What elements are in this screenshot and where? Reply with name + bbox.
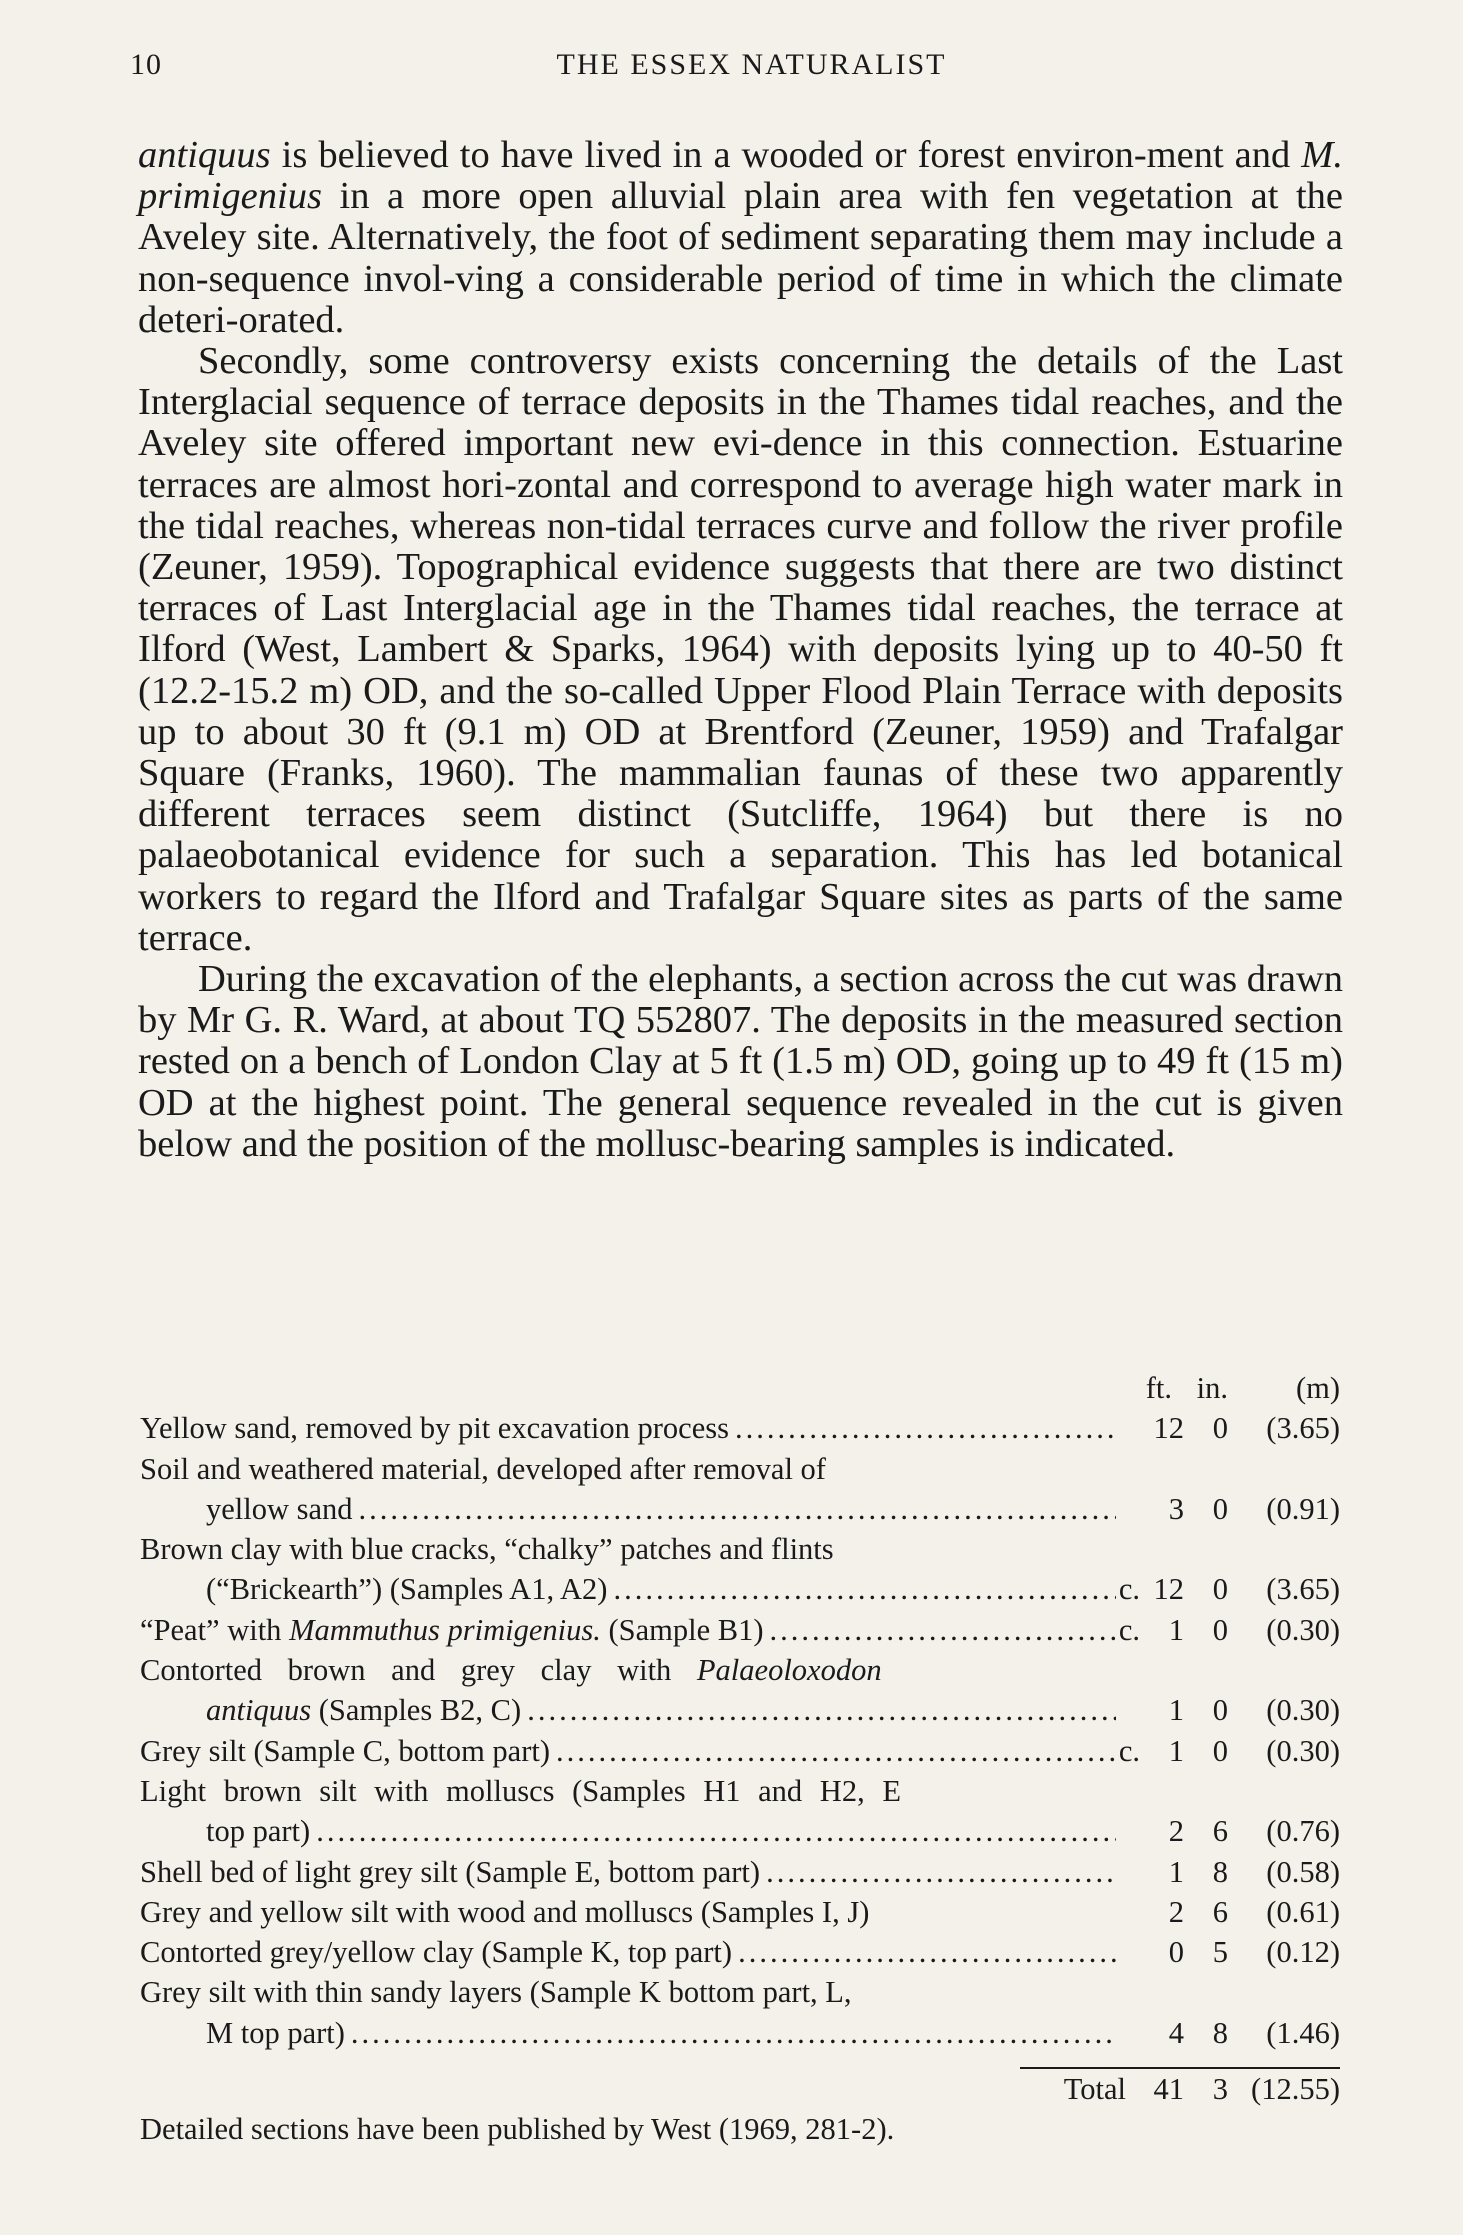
row-description: Grey and yellow silt with wood and molluscs (Samples I, J) (140, 1894, 870, 1929)
row-circa: c. (1118, 1733, 1140, 1768)
row-description: top part) (206, 1814, 311, 1849)
table-row (140, 1731, 1340, 1771)
section-table (140, 1368, 1340, 2150)
paragraph-2: Secondly, some controversy exists concerning the details of the Last Interglacial sequence of terrace deposits in the Thames tidal reaches, and the Aveley site offered important new evi-dence in this connection. Estuarine terraces are almost hori-zontal and correspond to average high water mark in the tidal reaches, whereas non-tidal terraces curve and follow the river profile (Zeuner, 1959). Topographical evidence suggests that there are two distinct terraces of Last Interglacial age in the Thames tidal reaches, the terrace at Ilford (West, Lambert & Sparks, 1964) with deposits lying up to 40-50 ft (12.2-15.2 m) OD, and the so-called Upper Flood Plain Terrace with deposits up to about 30 ft (9.1 m) OD at Brentford (Zeuner, 1959) and Trafalgar Square (Franks, 1960). The mammalian faunas of these two apparently different terraces seem distinct (Sutcliffe, 1964) but there is no palaeobotanical evidence for such a separation. This has led botanical workers to regard the Ilford and Trafalgar Square sites as parts of the same terrace. (138, 340, 1343, 959)
total-m: (12.55) (1251, 2072, 1340, 2107)
italic-term: M. primigenius (138, 134, 1343, 218)
italic-term: antiquus (206, 1693, 312, 1728)
total-label: Total (1063, 2072, 1126, 2107)
row-m: (1.46) (1266, 2015, 1340, 2050)
table-row (140, 1932, 1340, 1972)
row-in: 6 (1212, 1814, 1228, 1849)
row-ft: 1 (1168, 1612, 1184, 1647)
table-row (140, 1892, 1340, 1932)
row-in: 0 (1212, 1612, 1228, 1647)
row-description: Grey silt with thin sandy layers (Sample K bottom part, L, (140, 1975, 852, 2010)
row-ft: 1 (1168, 1693, 1184, 1728)
body-text (138, 135, 1343, 1165)
total-ft: 41 (1153, 2072, 1184, 2107)
table-row-cont (140, 1489, 1340, 1529)
table-row (140, 1771, 1340, 1811)
row-in: 8 (1212, 2015, 1228, 2050)
row-in: 6 (1212, 1894, 1228, 1929)
italic-term: antiquus (138, 134, 271, 176)
row-ft: 2 (1168, 1894, 1184, 1929)
row-description: (“Brickearth”) (Samples A1, A2) (206, 1572, 608, 1607)
paragraph-1 (138, 135, 1343, 341)
row-ft: 2 (1168, 1814, 1184, 1849)
row-m: (0.61) (1266, 1894, 1340, 1929)
row-in: 0 (1212, 1693, 1228, 1728)
units-header (140, 1368, 1340, 1408)
row-description: yellow sand (206, 1491, 353, 1526)
table-row-cont (140, 2013, 1340, 2053)
table-row (140, 1449, 1340, 1489)
row-m: (0.12) (1266, 1935, 1340, 1970)
table-row-cont (140, 1569, 1340, 1609)
row-m: (3.65) (1266, 1411, 1340, 1446)
row-in: 0 (1212, 1491, 1228, 1526)
total-in: 3 (1212, 2072, 1228, 2107)
row-in: 0 (1212, 1572, 1228, 1607)
running-head: THE ESSEX NATURALIST (556, 48, 947, 81)
footer-text: Detailed sections have been published by West (1969, 281-2). (140, 2112, 895, 2147)
row-m: (3.65) (1266, 1572, 1340, 1607)
row-m: (0.58) (1266, 1854, 1340, 1889)
row-ft: 1 (1168, 1733, 1184, 1768)
row-circa: c. (1118, 1572, 1140, 1607)
row-ft: 0 (1168, 1935, 1184, 1970)
row-description: Soil and weathered material, developed after removal of (140, 1451, 826, 1486)
row-description: M top part) (206, 2015, 345, 2050)
page-header (130, 48, 1373, 88)
page-number: 10 (130, 48, 162, 81)
row-m: (0.76) (1266, 1814, 1340, 1849)
table-row-cont (140, 1690, 1340, 1730)
unit-m: (m) (1295, 1371, 1340, 1405)
paragraph-1-text-b: in a more open alluvial plain area with fen vegetation at the Aveley site. Alternatively, the foot of sediment separating them may include a non-sequence invol-ving a considerable period of time in which the climate deteri-orated. (138, 175, 1343, 341)
italic-term: Mammuthus primigenius. (289, 1612, 601, 1647)
row-description: “Peat” with Mammuthus primigenius. (Sample B1) (140, 1612, 764, 1647)
row-description: Grey silt (Sample C, bottom part) (140, 1733, 550, 1768)
row-ft: 12 (1153, 1572, 1184, 1607)
table-row (140, 1529, 1340, 1569)
row-ft: 1 (1168, 1854, 1184, 1889)
table-row-cont (140, 1811, 1340, 1851)
row-description: Shell bed of light grey silt (Sample E, bottom part) (140, 1854, 761, 1889)
table-row (140, 1852, 1340, 1892)
row-description: Light brown silt with molluscs (Samples H1 and H2, E (140, 1773, 901, 1808)
row-in: 8 (1212, 1854, 1228, 1889)
row-ft: 3 (1168, 1491, 1184, 1526)
row-in: 0 (1212, 1733, 1228, 1768)
row-ft: 4 (1168, 2015, 1184, 2050)
row-ft: 12 (1153, 1411, 1184, 1446)
row-m: (0.30) (1266, 1693, 1340, 1728)
row-in: 0 (1212, 1411, 1228, 1446)
row-description: Yellow sand, removed by pit excavation process (140, 1411, 729, 1446)
unit-in: in. (1196, 1371, 1228, 1405)
table-row (140, 1610, 1340, 1650)
paragraph-1-text-a: is believed to have lived in a wooded or forest environ-ment and (270, 134, 1302, 176)
row-description: Contorted grey/yellow clay (Sample K, top part) (140, 1935, 733, 1970)
row-circa: c. (1118, 1612, 1140, 1647)
table-row (140, 1972, 1340, 2012)
row-in: 5 (1212, 1935, 1228, 1970)
unit-ft: ft. (1145, 1371, 1172, 1405)
total-row (140, 2069, 1340, 2109)
row-m: (0.91) (1266, 1491, 1340, 1526)
italic-term: Palaeoloxodon (696, 1653, 882, 1688)
paragraph-3: During the excavation of the elephants, a section across the cut was drawn by Mr G. R. Ward, at about TQ 552807. The deposits in the measured section rested on a bench of London Clay at 5 ft (1.5 m) OD, going up to 49 ft (15 m) OD at the highest point. The general sequence revealed in the cut is given below and the position of the mollusc-bearing samples is indicated. (138, 958, 1343, 1165)
row-description: antiquus (Samples B2, C) (206, 1693, 522, 1728)
row-m: (0.30) (1266, 1612, 1340, 1647)
row-description: Brown clay with blue cracks, “chalky” patches and flints (140, 1532, 834, 1567)
table-row (140, 1650, 1340, 1690)
row-description: Contorted brown and grey clay with Palaeoloxodon (140, 1653, 882, 1688)
table-row (140, 1408, 1340, 1448)
row-m: (0.30) (1266, 1733, 1340, 1768)
